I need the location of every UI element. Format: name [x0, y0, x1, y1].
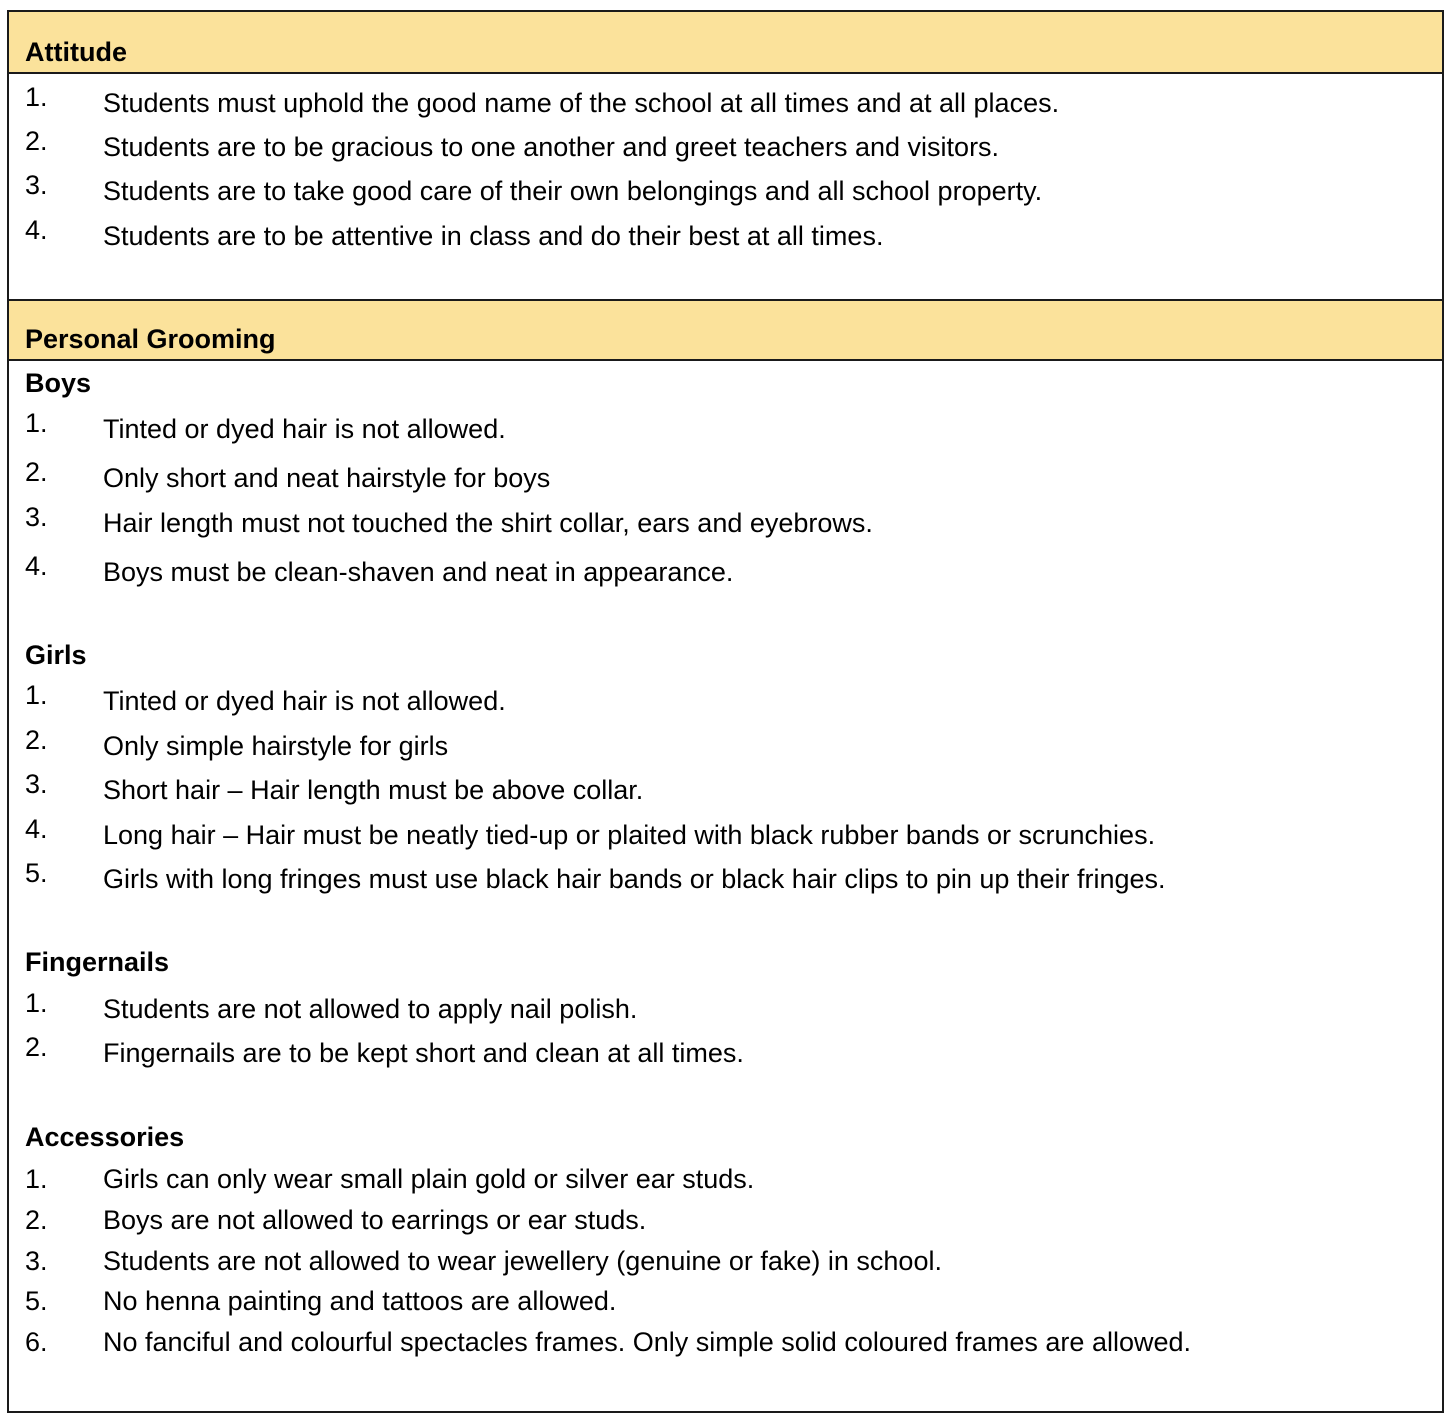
item-text: Fingernails are to be kept short and clean at all times.: [103, 1038, 744, 1068]
item-text: Students are not allowed to wear jewellery (genuine or fake) in school.: [103, 1246, 942, 1276]
item-text: Tinted or dyed hair is not allowed.: [103, 414, 506, 444]
girls-item: [9, 814, 1442, 852]
item-number: 4.: [25, 215, 48, 245]
boys-item: [9, 457, 1442, 495]
fingernails-heading: Fingernails: [25, 947, 170, 977]
item-text: Hair length must not touched the shirt collar, ears and eyebrows.: [103, 508, 873, 538]
boys-item: [9, 408, 1442, 446]
item-number: 5.: [25, 858, 48, 888]
fingernails-item: [9, 988, 1442, 1026]
grooming-title: Personal Grooming: [25, 324, 276, 354]
item-number: 2.: [25, 1032, 48, 1062]
attitude-item: [9, 170, 1442, 208]
item-number: 3.: [25, 170, 48, 200]
accessories-item: [9, 1162, 1442, 1196]
item-number: 2.: [25, 1205, 48, 1235]
girls-item: [9, 769, 1442, 807]
girls-heading: Girls: [25, 640, 87, 670]
item-text: Only simple hairstyle for girls: [103, 731, 449, 761]
item-text: Girls with long fringes must use black hair bands or black hair clips to pin up their fringes.: [103, 864, 1166, 894]
attitude-item: [9, 126, 1442, 164]
item-number: 1.: [25, 82, 48, 112]
item-number: 2.: [25, 725, 48, 755]
item-text: Tinted or dyed hair is not allowed.: [103, 686, 506, 716]
item-text: Students are to be gracious to one another and greet teachers and visitors.: [103, 132, 1000, 162]
item-text: Students are to take good care of their own belongings and all school property.: [103, 176, 1043, 206]
item-text: Long hair – Hair must be neatly tied-up or plaited with black rubber bands or scrunchies.: [103, 820, 1156, 850]
item-text: Boys are not allowed to earrings or ear studs.: [103, 1205, 647, 1235]
girls-item: [9, 725, 1442, 763]
item-text: Boys must be clean-shaven and neat in appearance.: [103, 557, 734, 587]
boys-item: [9, 502, 1442, 540]
fingernails-item: [9, 1032, 1442, 1070]
accessories-item: [9, 1325, 1442, 1359]
rules-table: [7, 10, 1444, 1413]
item-text: No henna painting and tattoos are allowed.: [103, 1286, 617, 1316]
attitude-section-header: [9, 12, 1442, 74]
item-number: 3.: [25, 502, 48, 532]
item-text: Girls can only wear small plain gold or silver ear studs.: [103, 1164, 755, 1194]
girls-item: [9, 680, 1442, 718]
item-text: Students are not allowed to apply nail polish.: [103, 994, 638, 1024]
attitude-title: Attitude: [25, 37, 127, 67]
accessories-item: [9, 1244, 1442, 1278]
attitude-item: [9, 82, 1442, 120]
item-number: 3.: [25, 1246, 48, 1276]
boys-heading: Boys: [25, 368, 92, 398]
item-text: Short hair – Hair length must be above collar.: [103, 775, 644, 805]
attitude-item: [9, 215, 1442, 253]
item-number: 2.: [25, 457, 48, 487]
boys-item: [9, 551, 1442, 589]
item-number: 5.: [25, 1286, 48, 1316]
girls-item: [9, 858, 1442, 896]
grooming-section-header: [9, 299, 1442, 361]
item-number: 1.: [25, 988, 48, 1018]
accessories-heading: Accessories: [25, 1122, 185, 1152]
item-number: 1.: [25, 1164, 48, 1194]
item-text: Only short and neat hairstyle for boys: [103, 463, 551, 493]
item-number: 4.: [25, 551, 48, 581]
item-number: 6.: [25, 1327, 48, 1357]
item-text: Students must uphold the good name of the school at all times and at all places.: [103, 88, 1060, 118]
item-number: 2.: [25, 126, 48, 156]
item-text: No fanciful and colourful spectacles frames. Only simple solid coloured frames are allowed.: [103, 1327, 1192, 1357]
item-text: Students are to be attentive in class and do their best at all times.: [103, 221, 884, 251]
item-number: 1.: [25, 680, 48, 710]
item-number: 3.: [25, 769, 48, 799]
accessories-item: [9, 1284, 1442, 1318]
accessories-item: [9, 1203, 1442, 1237]
item-number: 1.: [25, 408, 48, 438]
item-number: 4.: [25, 814, 48, 844]
